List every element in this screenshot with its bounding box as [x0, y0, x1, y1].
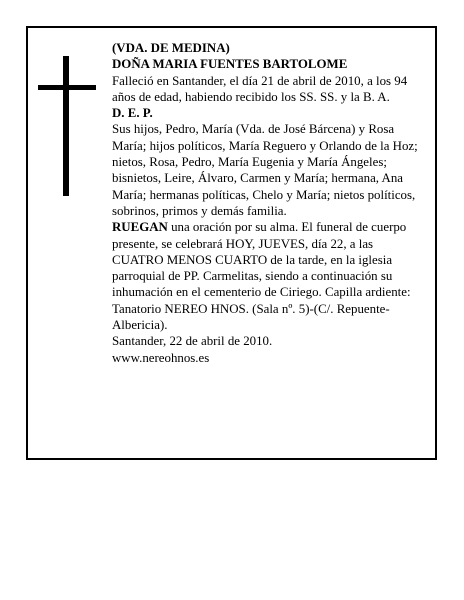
rip-line: D. E. P. [112, 106, 153, 121]
deceased-name: DOÑA MARIA FUENTES BARTOLOME [112, 57, 348, 72]
death-info: Falleció en Santander, el día 21 de abril de 2010, a los 94 años de edad, habiendo recibido los SS. SS. y la B. A. [112, 73, 408, 104]
website-line: www.nereohnos.es [112, 350, 210, 365]
ruegan-word: RUEGAN [112, 220, 168, 235]
widow-line: (VDA. DE MEDINA) [112, 41, 230, 55]
funeral-details: una oración por su alma. El funeral de cuerpo presente, se celebrará HOY, JUEVES, día 22, a las CUATRO MENOS CUARTO de la tarde, en la iglesia parroquial de PP. Carmelitas, siendo a continuación su inhumación en el cementerio de Ciriego. Capilla ardiente: Tanatorio NEREO HNOS. (Sala nº. 5)-(C/. Repuente-Albericia). [112, 220, 411, 333]
family-list: Sus hijos, Pedro, María (Vda. de José Bárcena) y Rosa María; hijos políticos, María Reguero y Orlando de la Hoz; nietos, Rosa, Pedro, María Eugenia y María Ángeles; bisnietos, Leire, Álvaro, Carmen y María; hermana, Ana María; hermanas políticas, Chelo y María; nietos políticos, sobrinos, primos y demás familia. [112, 122, 418, 218]
date-line: Santander, 22 de abril de 2010. [112, 334, 273, 349]
cross-icon-crossbar [38, 85, 96, 90]
funeral-info [112, 219, 418, 333]
cross-icon [63, 56, 69, 196]
obituary-text [112, 40, 418, 366]
